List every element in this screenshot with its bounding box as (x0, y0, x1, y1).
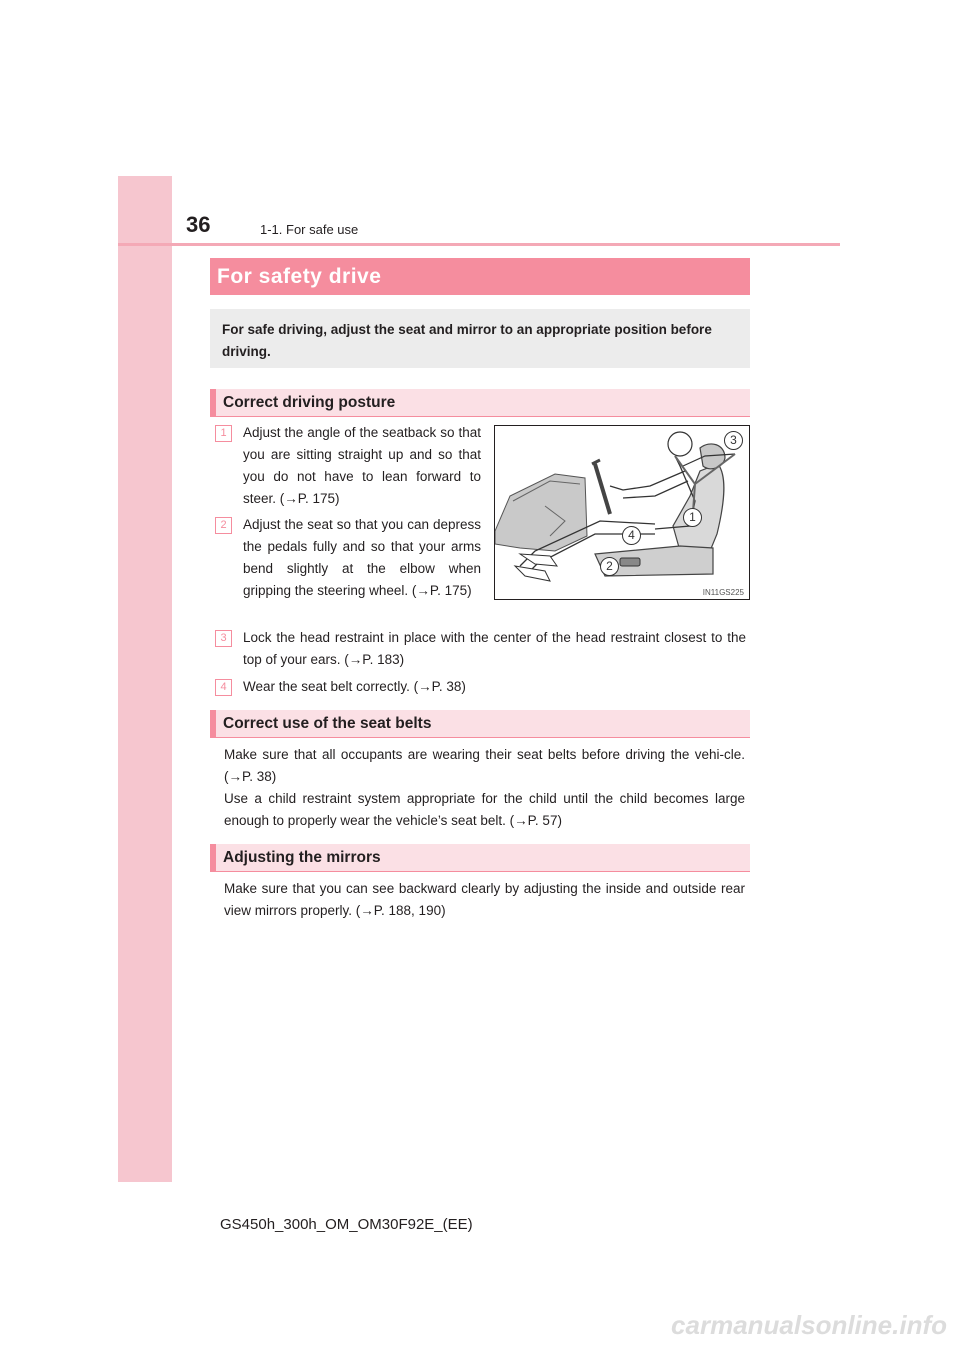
subheading-label: Correct driving posture (223, 394, 396, 411)
seated-driver-figure (495, 426, 750, 600)
subheading-driving-posture (210, 389, 750, 416)
callout-seat-position: 2 (600, 557, 619, 576)
watermark-logo (602, 1304, 952, 1344)
seatbelt-paragraph-1: Make sure that all occupants are wearing their seat belts before driving the vehi-cle. (→P. 38) (224, 747, 745, 784)
page-number: 36 (186, 212, 211, 237)
step-number-badge: 3 (215, 630, 232, 647)
callout-head-restraint: 3 (724, 431, 743, 450)
step-number-badge: 1 (215, 425, 232, 442)
subheading-label: Adjusting the mirrors (223, 849, 381, 866)
intro-text: For safe driving, adjust the seat and mirror to an appropriate position before driving. (222, 322, 712, 359)
intro-summary (210, 309, 750, 368)
watermark-text: carmanualsonline.info (671, 1310, 947, 1340)
illustration-code: IN11GS225 (702, 588, 744, 597)
subheading-seat-belts (210, 710, 750, 737)
callout-seat-belt: 4 (622, 526, 641, 545)
chapter-side-tab (118, 176, 172, 1182)
seatbelt-paragraph-2: Use a child restraint system appropriate for the child until the child becomes large enough to properly wear the vehicle’s seat belt. (→P. 57) (224, 791, 745, 828)
posture-step-text: Lock the head restraint in place with the center of the head restraint closest to the top of your ears. (→P. 183) (243, 630, 746, 667)
subheading-label: Correct use of the seat belts (223, 715, 432, 732)
posture-step-text: Wear the seat belt correctly. (→P. 38) (243, 679, 466, 694)
step-number-badge: 4 (215, 679, 232, 696)
step-number-badge: 2 (215, 517, 232, 534)
section-reference: 1-1. For safe use (260, 222, 359, 237)
callout-seatback: 1 (683, 508, 702, 527)
driving-posture-illustration (494, 425, 750, 600)
document-code-footer: GS450h_300h_OM_OM30F92E_(EE) (220, 1216, 473, 1233)
header-rule (118, 243, 840, 246)
subheading-mirrors (210, 844, 750, 871)
posture-step-text: Adjust the seat so that you can depress the pedals fully and so that your arms bend slightly at the elbow when gripping the steering wheel. (→P. 175) (243, 517, 481, 598)
posture-step-text: Adjust the angle of the seatback so that you are sitting straight up and so that you do not have to lean forward to steer. (→P. 175) (243, 425, 481, 506)
mirrors-paragraph: Make sure that you can see backward clearly by adjusting the inside and outside rear view mirrors properly. (→P. 188, 190) (224, 881, 745, 918)
page-title: For safety drive (210, 258, 750, 295)
